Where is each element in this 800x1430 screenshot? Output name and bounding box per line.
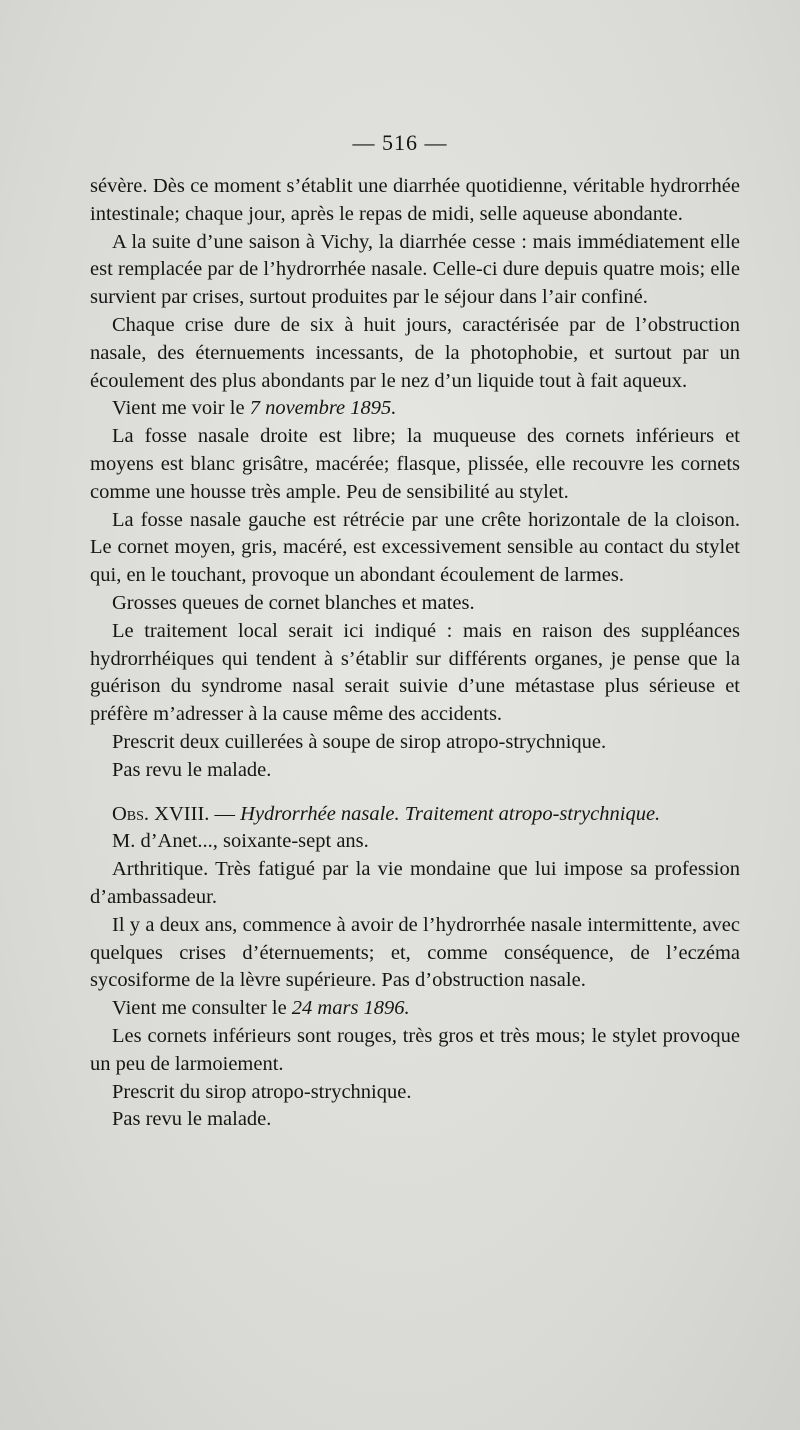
paragraph-13: Il y a deux ans, commence à avoir de l’hydrorrhée nasale intermittente, avec quelques crises d’éternuements; et, comme conséquence, de l’eczéma sycosiforme de la lèvre supérieure. Pas d’obstruction nasale. — [90, 913, 740, 992]
paragraph-7: Grosses queues de cornet blanches et mates. — [112, 591, 475, 614]
page-number: — 516 — — [352, 130, 448, 155]
consult-date: 24 mars 1896. — [291, 997, 410, 1020]
paragraph-8: Le traitement local serait ici indiqué : mais en raison des suppléances hydrorrhéiques qui tendent à s’établir sur différents organes, je pense que la guérison du syndrome nasal serait suivie d’une métastase plus sérieuse et préfère m’adresser à la cause même des accidents. — [90, 619, 740, 726]
observation-label: Obs. XVIII. — [112, 802, 210, 825]
paragraph-17: Pas revu le malade. — [112, 1108, 272, 1131]
paragraph-15: Les cornets inférieurs sont rouges, très gros et très mous; le stylet provoque un peu de larmoiement. — [90, 1024, 740, 1075]
observation-heading — [90, 801, 740, 829]
paragraph-14 — [90, 995, 740, 1023]
paragraph-3: Chaque crise dure de six à huit jours, caractérisée par de l’obstruction nasale, des éternuements incessants, de la photophobie, et surtout par un écoulement des plus abondants par le nez d’un liquide tout à fait aqueux. — [90, 313, 740, 392]
paragraph-10: Pas revu le malade. — [112, 758, 272, 781]
paragraph-6: La fosse nasale gauche est rétrécie par une crête horizontale de la cloison. Le cornet moyen, gris, macéré, est excessivement sensible au contact du stylet qui, en le touchant, provoque un abondant écoulement de larmes. — [90, 508, 740, 587]
paragraph-12: Arthritique. Très fatigué par la vie mondaine que lui impose sa profession d’ambassadeur. — [90, 858, 740, 908]
body-text — [90, 173, 740, 1134]
observation-dash: — — [209, 802, 241, 825]
visit-text: Vient me voir le — [112, 397, 250, 420]
paragraph-1: sévère. Dès ce moment s’établit une diarrhée quotidienne, véritable hydrorrhée intestinale; chaque jour, après le repas de midi, selle aqueuse abondante. — [90, 175, 740, 225]
observation-title: Hydrorrhée nasale. Traitement atropo-strychnique. — [240, 802, 661, 825]
paragraph-5: La fosse nasale droite est libre; la muqueuse des cornets inférieurs et moyens est blanc grisâtre, macérée; flasque, plissée, elle recouvre les cornets comme une housse très ample. Peu de sensibilité au stylet. — [90, 425, 740, 503]
paragraph-9: Prescrit deux cuillerées à soupe de sirop atropo-strychnique. — [112, 730, 607, 753]
paragraph-4 — [90, 395, 740, 423]
paragraph-2: A la suite d’une saison à Vichy, la diarrhée cesse : mais immédiatement elle est remplacée par de l’hydrorrhée nasale. Celle-ci dure depuis quatre mois; elle survient par crises, surtout produites par le séjour dans l’air confiné. — [90, 230, 740, 309]
consult-text: Vient me consulter le — [112, 997, 292, 1020]
paragraph-16: Prescrit du sirop atropo-strychnique. — [112, 1080, 412, 1103]
visit-date: 7 novembre 1895. — [249, 397, 397, 420]
paragraph-11: M. d’Anet..., soixante-sept ans. — [112, 830, 369, 853]
